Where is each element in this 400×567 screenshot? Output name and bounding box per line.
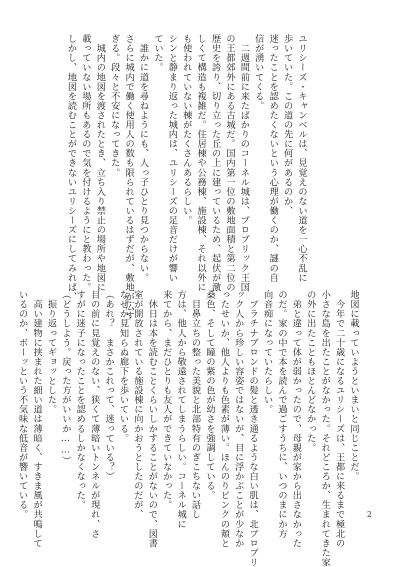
text-line: 弟と違って体が弱かったので、母親が家から出さなかった xyxy=(290,290,302,548)
page-number: 2 xyxy=(366,510,372,519)
text-line: 目鼻立ちの整った美貌と北部特有のぎこちない話し xyxy=(189,290,201,520)
bottom-text-block xyxy=(16,290,360,567)
text-line: 誰かに道を尋ねようにも、人っ子ひとり見つからない。 xyxy=(137,34,149,283)
text-line: しかし、地図を読むことができないユリシーズにしてみれば、 xyxy=(65,34,77,302)
text-line: 今年で二十歳になるユリシーズは、王都に来るまで極北の xyxy=(333,290,345,548)
text-line: 城内の地図を渡されたとき、立ち入り禁止の場所や地図に xyxy=(94,34,106,292)
text-line: のだ。家の中で本を読んで過ごすうちに、いつのまにか方 xyxy=(275,290,287,539)
text-line: 来てから、まだひとりも友人ができていなかった。 xyxy=(160,290,172,510)
text-line: ていた。 xyxy=(151,34,163,73)
text-line: 高い建物に挟まれた細い道は薄暗く、すきま風が共鳴して xyxy=(31,290,43,548)
text-line: （あれ？ まさかこれって、迷っている？） xyxy=(103,290,115,481)
text-line: しくて構造も複雑だ。住居棟や公務棟、施設棟、それ以外に xyxy=(195,34,207,292)
text-line: 振り返ってギョッとした。 xyxy=(45,290,57,415)
text-line: の外に出たこともほとんどなかった。 xyxy=(304,290,316,453)
text-line: 歴史を誇り、切り立った丘の上に建っているため、起伏が激 xyxy=(209,34,221,292)
text-line: シンと静まり返った城内は、ユリシーズの足音だけが響い xyxy=(166,34,178,283)
text-line: プラチナブロンドの髪と透き通るような白い肌は、北プロブリ xyxy=(247,290,259,567)
text-line: 小さな島を出たことがなかった。それどころか、生まれてきた家 xyxy=(319,290,331,567)
text-line: 室が開放されている施設棟に向かおうとしたのだが、 xyxy=(131,290,143,520)
text-line: 休日は本を読むことくらいしかすることがないので、図書 xyxy=(146,290,158,548)
text-line: 方は、他人から敬遠されてしまうらしい。コーネル城に xyxy=(175,290,187,529)
text-line: の王都郊外にある古城だ。国内第一位の敷地面積と第二位の xyxy=(223,34,235,292)
text-line: さらに城内で働く使用人の数も限られているはずだが、敷地が広す xyxy=(123,34,135,321)
text-line: 地図に載っていようといまいと同じことだ。 xyxy=(348,290,359,481)
text-line: なぜか見知らぬ廊下を歩いている。 xyxy=(117,290,129,443)
text-line: も使われていない棟がたくさんあるらしい。 xyxy=(180,34,192,225)
text-line: 載っていない場所もあるので気を付けるようにと教わった。 xyxy=(79,34,91,292)
text-line: すがに迷子になったことを認めるしかなくなった。 xyxy=(74,290,86,510)
text-line: 信が湧いてくる。 xyxy=(252,34,264,111)
text-line: 目の前に見覚えのない、狭くて薄暗いトンネルが現れ、さ xyxy=(88,290,100,539)
text-line: 二週間前に来たばかりのコーネル城は、プロブリック王国 xyxy=(238,34,250,292)
text-line: （どうしよう。戻った方がいいか……） xyxy=(59,290,71,466)
text-line: 迷ったことを認めたくないという心理が働くのか、謎の自 xyxy=(267,34,279,283)
text-line: 歩いていた。この道の先に何があるのか、 xyxy=(281,34,293,216)
top-text-block xyxy=(18,34,308,321)
text-line: いるのか、ボーッという不気味な低音が響いている。 xyxy=(16,290,28,520)
text-line: ったせいか、他人よりも色素が薄い。ほんのりピンクの頬と xyxy=(218,290,230,548)
text-line: ック人から珍しい容姿ではないが、目に浮かぶことが少なか xyxy=(232,290,244,548)
text-line: 桑色、そして瞳の紫の色が幼さを強調している。 xyxy=(203,290,215,501)
text-line: ユリシーズ・キャンベルは、見覚えのない道を一心不乱に xyxy=(296,34,307,283)
text-line: ぎる。段々と不安になってきた。 xyxy=(108,34,120,178)
text-line: 向音痴になっていたらしい。 xyxy=(261,290,273,415)
